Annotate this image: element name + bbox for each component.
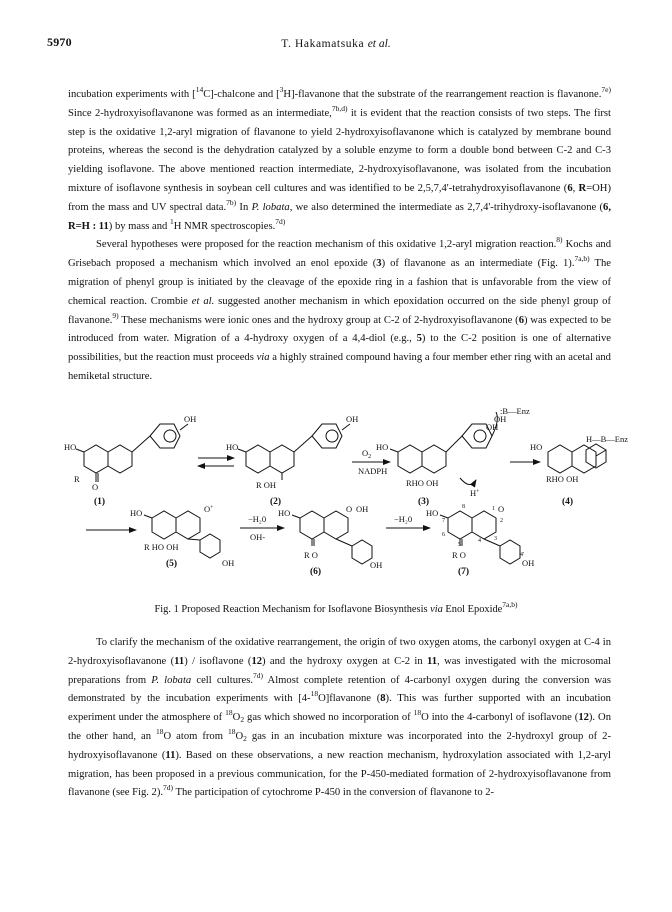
paragraph-1 [68,86,611,236]
label-o: O [92,482,99,492]
figure-caption [0,600,672,615]
label-ho: HO [376,442,389,452]
species-name: P. lobata [151,674,192,686]
compound-number: 12 [251,655,263,667]
text-run: , [572,182,579,194]
label-b-enz: :B—Enz [500,406,530,416]
text-run: The participation of cytochrome P-450 in the conversion of flavanone to 2- [173,787,495,799]
text-run: incubation experiments with [ [68,89,196,100]
label-ho: HO [530,442,543,452]
label-minus-h2o: −H₂0 [394,514,413,524]
label-r-hooh: R HO OH [144,542,179,552]
superscript: 3 [279,85,284,94]
text-run: In [236,201,252,213]
compound-number: 11 [174,655,185,667]
subscript: 2 [243,733,247,743]
text-run: ) to the C-2 position is one of alternative possibilities, but the reaction must proceeds [68,333,611,364]
compound-number: 5 [416,333,422,345]
text-run: C]-chalcone and [ [203,89,280,100]
text-run: ) by mass and [108,220,170,232]
paragraph-3 [68,634,611,803]
label-o-plus: O+ [204,504,214,514]
label-ho: HO [278,508,291,518]
text-run: Fig. 1 Proposed Reaction Mechanism for Isoflavone Biosynthesis [154,604,431,615]
label-r-o: R O [452,550,466,560]
atom-number: 6 [442,532,445,538]
citation-ref: 7d) [163,783,174,793]
text-run: ) was expected to be introduced from water. Migration of a 4-hydroxy oxygen of a 4,4-diol (e.g., [68,314,611,345]
label-oh: OH [522,558,535,568]
citation-ref: 7d) [275,216,286,226]
citation-ref: 7b,d) [331,103,348,113]
compound-number: 6 [518,314,524,326]
label-o: O [498,504,505,514]
superscript: 18 [310,689,319,699]
italic-via: via [256,352,270,364]
atom-number: 4' [520,552,525,558]
body-paragraph-3 [68,634,611,803]
label-o-h: OH [486,422,499,432]
label-r-o: R O [304,550,318,560]
text-run: , was investigated with the microsomal preparations from [68,655,612,686]
compound-number: 12 [578,712,589,724]
label-oh-minus: OH- [250,532,266,542]
text-run: ). On the other hand, an [68,712,611,742]
compound-number: 8 [380,693,386,705]
label-ho: HO [226,442,239,452]
atom-number: 5 [458,542,461,548]
text-run: ). Based on these observations, a new reaction mechanism, hydroxylation associated with 1,2-aryl migration, has been proposed in a previous communication, for the P-450-mediated formation of 2-hydroxyisoflavanone from flavanone (see Fig. 2). [68,749,611,799]
italic-via: via [430,604,443,615]
text-run: O atom from [163,730,228,742]
label-rho-oh: RHO OH [406,478,439,488]
label-rho-oh: RHO OH [546,474,579,484]
superscript: 18 [156,726,164,736]
citation-ref: 7b) [226,197,237,207]
structure-compound-1 [76,424,188,482]
text-run: These mechanisms were ionic ones and the hydroxy group at C-2 of 2-hydroxyisoflavanone ( [118,314,519,326]
atom-number: 4 [478,538,481,544]
superscript: 18 [228,726,236,736]
superscript: 18 [413,708,422,718]
citation-ref: 7a,b) [502,600,518,609]
text-run: cell cultures. [191,674,253,686]
compound-number: R [578,182,587,194]
structure-compound-2 [238,424,350,480]
superscript: 14 [195,85,204,94]
text-run: ) of flavanone as an intermediate (Fig. 1). [381,258,575,270]
atom-number: 1 [492,506,495,512]
text-run: Kochs and Grisebach proposed a mechanism which involved an enol epoxide ( [68,239,611,270]
compound-label-4: (4) [562,497,574,507]
text-run: O [232,712,241,724]
structure-compound-3 [390,412,497,485]
text-run: , we also determined the intermediate as 2,7,4'-trihydroxy-isoflavanone ( [289,201,604,213]
text-run: =OH) from the mass and UV spectral data. [68,182,611,213]
label-oh: OH [494,414,507,424]
citation-ref: 8) [556,235,563,245]
citation-ref: 9) [112,310,119,320]
label-nadph: NADPH [358,466,388,476]
compound-label-5: (5) [166,559,178,569]
superscript: 18 [225,708,233,718]
compound-label-2: (2) [270,497,282,507]
atom-number: 7 [442,518,445,524]
atom-number: 8 [462,504,465,510]
compound-number: 6 [567,182,573,194]
label-hplus: H+ [470,488,480,498]
text-run: O]flavanone ( [318,693,381,705]
text-run: ) / isoflavone ( [184,655,252,667]
compound-label-7: (7) [458,567,470,577]
label-oh: OH [184,414,197,424]
species-name: P. lobata [251,201,290,213]
body-paragraph-1 [68,86,611,387]
text-run: The migration of phenyl group is initiated by the cleavage of the epoxide ring in a fashion that is unfavorable from the view of chemical reaction. Crombie [68,258,611,307]
text-run: gas which showed no incorporation of [244,712,414,724]
label-r-oh: R OH [256,480,277,490]
text-run: it is evident that the reaction consists of two steps. The first step is the oxidative 1,2-aryl migration of flavanone to yield 2-hydroxyisoflavanone which is catalyzed by membrane bound proteins, whereas the second is the dehydration catalyzed by a soluble enzyme to form a double bond between C-2 and C-3 yielding isoflavone. The above mentioned reaction intermediate, 2-hydroxyisoflavanone, was isolated from the incubation mixture of isoflavone synthesis in soybean cell cultures and was identified to be 2,5,7,4'-tetrahydroxyisoflavanone ( [68,107,611,194]
compound-number: 6, R=H : 11 [68,201,611,232]
label-ho: HO [130,508,143,518]
text-run: O into the 4-carbonyl of isoflavone ( [421,712,579,724]
text-run: O [235,730,244,742]
reaction-scheme [60,400,629,590]
compound-number: 3 [376,258,382,270]
compound-number: 11 [165,749,176,761]
text-run: ) and the hydroxy oxygen at C-2 in [262,655,428,667]
label-oh: OH [222,558,235,568]
paragraph-2 [68,236,611,386]
text-run: H NMR spectroscopies. [173,220,276,232]
text-run: Enol Epoxide [442,604,503,615]
label-o: O [346,504,353,514]
label-oh: OH [370,560,383,570]
superscript: 1 [169,216,174,226]
text-run: ). This was further supported with an incubation experiment under the atmosphere of [68,693,611,724]
label-ho: HO [426,508,439,518]
label-h-b-enz: H—B—Enz [586,434,629,444]
label-r: R [74,474,80,484]
atom-number: 3 [494,536,497,542]
running-header [0,38,672,50]
compound-label-6: (6) [310,567,322,577]
text-run: Almost complete retention of 4-carbonyl oxygen during the conversion was demonstrated by the incubation experiments with [4- [68,674,611,705]
label-oh: OH [346,414,359,424]
citation-ref: 7d) [253,670,263,680]
label-oh: OH [356,504,369,514]
et-al: et al. [191,295,215,307]
text-run: gas in an incubation mixture was incorporated into the 2-hydroxyl group of 2-hydroxyisoflavanone ( [68,730,612,761]
running-header-etal: et al. [367,38,391,50]
label-ho: HO [64,442,77,452]
label-o2: $O_2$ [362,448,372,460]
page-number: 5970 [47,35,72,49]
compound-number: 11 [427,655,438,667]
atom-number: 2 [500,518,503,524]
subscript: 2 [240,715,245,725]
text-run: Several hypotheses were proposed for the reaction mechanism of this oxidative 1,2-aryl migration reaction. [96,239,557,251]
text-run: Since 2-hydroxyisoflavanone was formed as an intermediate, [68,107,332,119]
compound-label-1: (1) [94,497,106,507]
citation-ref: 7e) [601,85,611,94]
text-run: H]-flavanone that the substrate of the rearrangement reaction is flavanone. [283,89,602,100]
text-run: suggested another mechanism in which epoxidation occurred on the side phenyl group of flavanone. [68,295,611,326]
text-run: a highly strained compound having a four member ether ring with an acetal and hemiketal structure. [68,352,611,382]
text-run: To clarify the mechanism of the oxidative rearrangement, the origin of two oxygen atoms, the carbonyl oxygen at C-4 in 2-hydroxyisoflavanone ( [68,637,611,667]
reaction-scheme-figure [60,400,629,590]
running-header-author: T. Hakamatsuka [281,38,365,50]
structure-compound-4 [548,444,606,473]
compound-label-3: (3) [418,497,430,507]
citation-ref: 7a,b) [574,254,590,264]
label-minus-h2o: −H₂0 [248,514,267,524]
